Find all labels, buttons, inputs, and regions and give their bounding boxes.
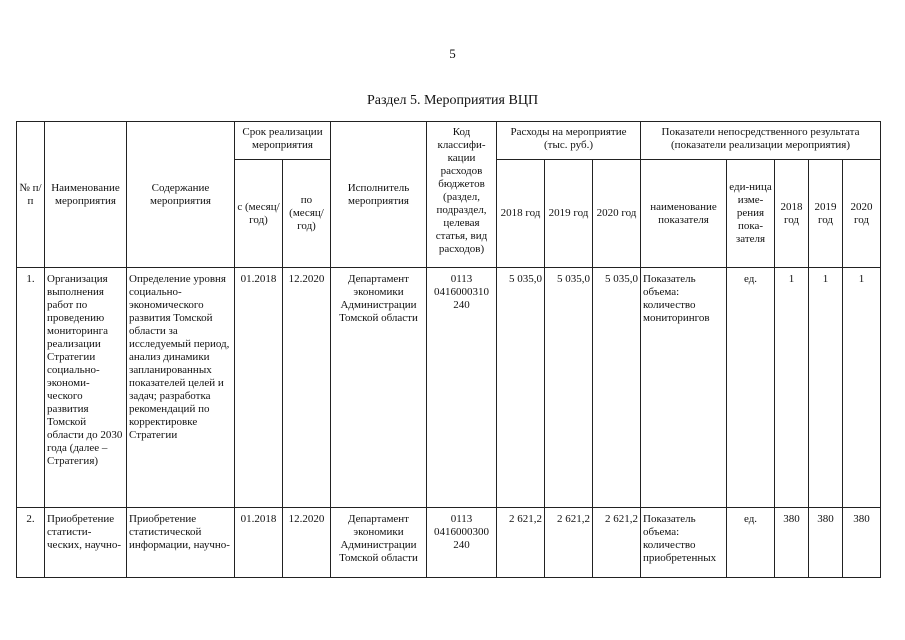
header-executor: Исполнитель мероприятия [331, 122, 427, 268]
header-exp-2018: 2018 год [497, 160, 545, 268]
cell-name: Приобретение статисти-ческих, научно- [45, 508, 127, 578]
header-num: № п/п [17, 122, 45, 268]
header-exp-2020: 2020 год [593, 160, 641, 268]
header-ind-2020: 2020 год [843, 160, 881, 268]
header-code: Код классифи-кации расходов бюджетов (раздел, подраздел, целевая статья, вид расходов) [427, 122, 497, 268]
cell-ind-2020: 380 [843, 508, 881, 578]
table-row [17, 508, 881, 578]
cell-ind-2019: 1 [809, 268, 843, 508]
cell-exp-2019: 2 621,2 [545, 508, 593, 578]
header-content: Содержание мероприятия [127, 122, 235, 268]
cell-exp-2019: 5 035,0 [545, 268, 593, 508]
cell-from: 01.2018 [235, 508, 283, 578]
cell-from: 01.2018 [235, 268, 283, 508]
cell-ind-unit: ед. [727, 508, 775, 578]
cell-exp-2018: 5 035,0 [497, 268, 545, 508]
cell-ind-2019: 380 [809, 508, 843, 578]
cell-name: Организация выполнения работ по проведению мониторинга реализации Стратегии социально-экономи-ческого развития Томской области до 2030 года (далее – Стратегия) [45, 268, 127, 508]
cell-executor: Департамент экономики Администрации Томской области [331, 268, 427, 508]
header-ind-2018: 2018 год [775, 160, 809, 268]
cell-num: 2. [17, 508, 45, 578]
header-ind-2019: 2019 год [809, 160, 843, 268]
cell-ind-name: Показатель объема: количество приобретенных [641, 508, 727, 578]
header-name: Наименование мероприятия [45, 122, 127, 268]
section-title: Раздел 5. Мероприятия ВЦП [366, 93, 539, 108]
header-period-from: с (месяц/ год) [235, 160, 283, 268]
table-row [17, 268, 881, 508]
cell-ind-2018: 380 [775, 508, 809, 578]
cell-num: 1. [17, 268, 45, 508]
cell-ind-2020: 1 [843, 268, 881, 508]
header-ind-unit: еди-ница изме-рения пока-зателя [727, 160, 775, 268]
header-indicators: Показатели непосредственного результата (показатели реализации мероприятия) [641, 122, 881, 160]
cell-ind-name: Показатель объема: количество мониторингов [641, 268, 727, 508]
cell-ind-unit: ед. [727, 268, 775, 508]
cell-ind-2018: 1 [775, 268, 809, 508]
header-period-to: по (месяц/ год) [283, 160, 331, 268]
cell-content: Приобретение статистической информации, научно- [127, 508, 235, 578]
cell-to: 12.2020 [283, 268, 331, 508]
measures-table [16, 121, 881, 578]
cell-content: Определение уровня социально-экономического развития Томской области за исследуемый период, анализ динамики запланированных показателей целей и задач; разработка рекомендаций по корректировке Стратегии [127, 268, 235, 508]
cell-exp-2020: 5 035,0 [593, 268, 641, 508]
cell-code: 0113 0416000310 240 [427, 268, 497, 508]
cell-executor: Департамент экономики Администрации Томской области [331, 508, 427, 578]
cell-exp-2020: 2 621,2 [593, 508, 641, 578]
header-ind-name: наименование показателя [641, 160, 727, 268]
header-expenses: Расходы на мероприятие (тыс. руб.) [497, 122, 641, 160]
header-period: Срок реализации мероприятия [235, 122, 331, 160]
page-number: 5 [449, 46, 456, 61]
cell-exp-2018: 2 621,2 [497, 508, 545, 578]
cell-code: 0113 0416000300 240 [427, 508, 497, 578]
cell-to: 12.2020 [283, 508, 331, 578]
header-exp-2019: 2019 год [545, 160, 593, 268]
